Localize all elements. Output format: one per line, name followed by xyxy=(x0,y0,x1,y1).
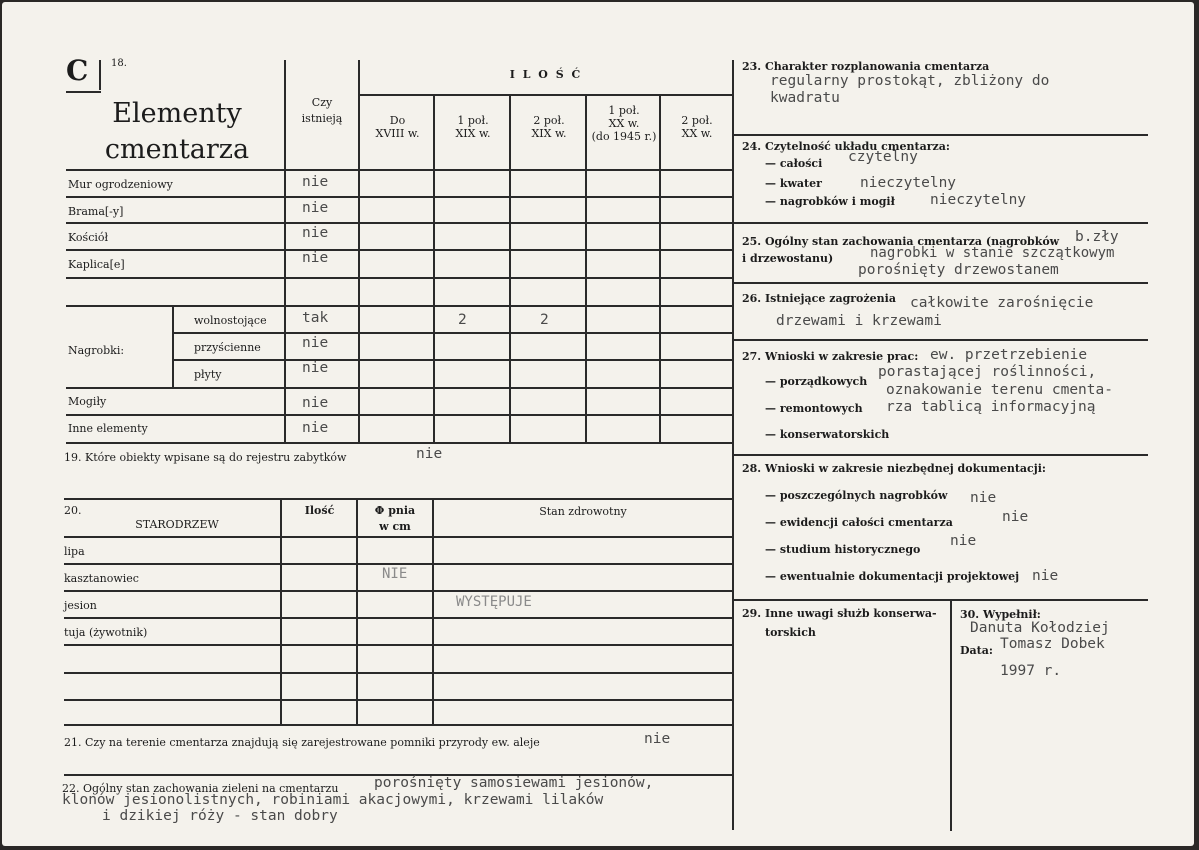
tree-jesion: jesion xyxy=(64,599,97,612)
period-5-b: XX w. xyxy=(681,127,713,141)
q28-answer-2: nie xyxy=(1002,509,1029,525)
q25-answer-2: porośnięty drzewostanem xyxy=(858,262,1059,278)
col-quantity-header: I L O Ś Ć xyxy=(509,68,583,81)
row-exists-kaplica: nie xyxy=(302,250,329,266)
q29-label-2: torskich xyxy=(765,626,816,639)
grid-v-exists-left xyxy=(284,60,286,443)
title-line-1: Elementy xyxy=(112,98,242,129)
period-1-b: XVIII w. xyxy=(375,127,420,141)
grid-h-20-2 xyxy=(64,590,732,592)
q20-title: STARODRZEW xyxy=(135,518,219,531)
period-5 xyxy=(661,114,733,140)
grid-v-p2 xyxy=(509,96,511,443)
row-exists-przyscienne: nie xyxy=(302,335,329,351)
q28-item-3: — studium historycznego xyxy=(765,543,921,556)
period-1 xyxy=(360,114,435,140)
row-label-brama: Brama[-y] xyxy=(68,205,124,218)
row-exists-mur: nie xyxy=(302,174,329,190)
row-exists-kosciol: nie xyxy=(302,225,329,241)
row-exists-wolnostojace: tak xyxy=(302,310,329,326)
grid-v-p4 xyxy=(659,96,661,443)
grid-h-24 xyxy=(734,222,1148,224)
col-exists-line1: Czy xyxy=(311,96,333,109)
q23-answer-2: kwadratu xyxy=(770,90,840,106)
q22-answer-2: klonów jesionolistnych, robiniami akacjowymi, krzewami lilaków xyxy=(62,792,604,808)
q27-label: 27. Wnioski w zakresie prac: xyxy=(742,350,919,363)
grid-v-20-b xyxy=(356,498,358,726)
q22-label: 22. Ogólny stan zachowania zieleni na cmentarzu xyxy=(62,782,339,795)
q19-label: 19. Które obiekty wpisane są do rejestru zabytków xyxy=(64,451,347,464)
row-label-inne: Inne elementy xyxy=(68,422,148,435)
q24-answer-3: nieczytelny xyxy=(930,192,1027,208)
grid-h-20-4 xyxy=(64,644,732,646)
grid-h-28 xyxy=(734,599,1148,601)
grid-h-10 xyxy=(66,442,734,444)
q27-answer-3: oznakowanie terenu cmenta- xyxy=(886,382,1113,398)
grid-h-20-6 xyxy=(64,699,732,701)
q24-item-3: — nagrobków i mogił xyxy=(765,195,895,208)
grid-h-3 xyxy=(66,249,734,251)
section-letter: C xyxy=(66,54,89,87)
tree-kasztanowiec: kasztanowiec xyxy=(64,572,139,585)
period-3 xyxy=(511,114,587,140)
row-exists-inne: nie xyxy=(302,420,329,436)
period-4-c: (do 1945 r.) xyxy=(591,130,657,144)
grid-h-26 xyxy=(734,339,1148,341)
q24-label: 24. Czytelność układu cmentarza: xyxy=(742,140,950,153)
q19-answer: nie xyxy=(416,446,443,462)
q27-answer-2: porastającej roślinności, xyxy=(878,364,1097,380)
grid-h-23 xyxy=(734,134,1148,136)
grid-v-right xyxy=(732,60,734,500)
q28-item-1: — poszczególnych nagrobków xyxy=(765,489,948,502)
row-exists-plyty: nie xyxy=(302,360,329,376)
grid-h-2 xyxy=(66,222,734,224)
q28-answer-4: nie xyxy=(1032,568,1059,584)
row-label-kosciol: Kościół xyxy=(68,231,109,244)
grid-h-27 xyxy=(734,454,1148,456)
period-2-b: XIX w. xyxy=(455,127,491,141)
q30-name-2: Tomasz Dobek xyxy=(1000,636,1105,652)
period-3-b: XIX w. xyxy=(531,127,567,141)
col-exists-line2: istnieją xyxy=(301,112,343,125)
q30-label: 30. Wypełnił: xyxy=(960,608,1041,621)
q26-answer-2: drzewami i krzewami xyxy=(776,313,942,329)
q27-item-3: — konserwatorskich xyxy=(765,428,890,441)
grid-h-1 xyxy=(66,196,734,198)
row-exists-brama: nie xyxy=(302,200,329,216)
q30-date: 1997 r. xyxy=(1000,663,1062,679)
period-3-a: 2 poł. xyxy=(533,114,565,127)
q30-name-1: Danuta Kołodziej xyxy=(970,620,1110,636)
q22-answer-1: porośnięty samosiewami jesionów, xyxy=(374,775,654,791)
q20-col-qty: Ilość xyxy=(304,504,335,517)
section-number: 18. xyxy=(111,58,127,69)
tree-tuja: tuja (żywotnik) xyxy=(64,626,148,639)
grid-h-5 xyxy=(66,305,734,307)
q25-answer-0: b.zły xyxy=(1075,229,1119,245)
q25-label-2: i drzewostanu) xyxy=(742,252,834,265)
q20-stamp-nie: NIE xyxy=(382,566,408,582)
grid-h-20-5 xyxy=(64,672,732,674)
grid-v-nagrobki xyxy=(172,305,174,387)
grid-v-right-col-left xyxy=(732,500,734,830)
title-line-2: cmentarza xyxy=(104,134,250,165)
period-4-b: XX w. xyxy=(608,117,640,131)
tree-lipa: lipa xyxy=(64,545,85,558)
q28-answer-1: nie xyxy=(970,490,997,506)
grid-h-20-head xyxy=(64,536,732,538)
row-label-mur: Mur ogrodzeniowy xyxy=(68,178,173,191)
period-2 xyxy=(435,114,511,140)
section-letter-bar xyxy=(99,60,101,90)
q28-label: 28. Wnioski w zakresie niezbędnej dokumentacji: xyxy=(742,462,1046,475)
row-label-przyscienne: przyścienne xyxy=(194,341,261,354)
grid-h-6 xyxy=(174,332,734,334)
q20-col-diam-2: w cm xyxy=(379,520,411,533)
section-letter-underline xyxy=(66,91,101,93)
grid-v-20-a xyxy=(280,498,282,726)
q27-answer-1: ew. przetrzebienie xyxy=(930,347,1088,363)
q25-label-1: 25. Ogólny stan zachowania cmentarza (nagrobków xyxy=(742,235,1060,248)
row-qty-wolnostojace-p2: 2 xyxy=(458,312,467,328)
grid-v-20-c xyxy=(432,498,434,726)
row-label-mogily: Mogiły xyxy=(68,395,107,408)
grid-h-quantity xyxy=(360,94,734,96)
period-5-a: 2 poł. xyxy=(681,114,713,127)
q20-col-diam-1: Φ pnia xyxy=(374,504,416,517)
grid-v-p1 xyxy=(433,96,435,443)
q28-item-4: — ewentualnie dokumentacji projektowej xyxy=(765,570,1020,583)
row-label-kaplica: Kaplica[e] xyxy=(68,258,125,271)
q24-item-2: — kwater xyxy=(765,177,822,190)
grid-h-20-3 xyxy=(64,617,732,619)
inventory-card xyxy=(2,2,1194,846)
grid-h-25 xyxy=(734,282,1148,284)
q28-item-2: — ewidencji całości cmentarza xyxy=(765,516,953,529)
grid-v-29-30 xyxy=(950,601,952,831)
grid-h-20-7 xyxy=(64,724,734,726)
q23-answer-1: regularny prostokąt, zbliżony do xyxy=(770,73,1050,89)
period-4 xyxy=(587,104,661,144)
grid-h-20-1 xyxy=(64,563,732,565)
q22-answer-3: i dzikiej róży - stan dobry xyxy=(102,808,338,824)
grid-h-header-bottom xyxy=(66,169,734,171)
q26-answer-1: całkowite zarośnięcie xyxy=(910,295,1094,311)
grid-h-8 xyxy=(66,387,734,389)
row-label-plyty: płyty xyxy=(194,368,222,381)
grid-h-4 xyxy=(66,277,734,279)
row-label-wolnostojace: wolnostojące xyxy=(194,314,267,327)
q24-item-1: — całości xyxy=(765,157,823,170)
q21-label: 21. Czy na terenie cmentarza znajdują się zarejestrowane pomniki przyrody ew. aleje xyxy=(64,736,540,749)
q21-answer: nie xyxy=(644,731,671,747)
q29-label-1: 29. Inne uwagi służb konserwa- xyxy=(742,607,937,620)
q26-label: 26. Istniejące zagrożenia xyxy=(742,292,896,305)
q25-answer-1: nagrobki w stanie szczątkowym xyxy=(870,245,1115,261)
q27-item-1: — porządkowych xyxy=(765,375,868,388)
grid-v-exists-right xyxy=(358,60,360,443)
q24-answer-2: nieczytelny xyxy=(860,175,957,191)
period-4-a: 1 poł. xyxy=(608,104,640,117)
period-1-a: Do xyxy=(389,114,406,127)
q27-answer-4: rza tablicą informacyjną xyxy=(886,399,1096,415)
q28-answer-3: nie xyxy=(950,533,977,549)
grid-v-p3 xyxy=(585,96,587,443)
row-qty-wolnostojace-p3: 2 xyxy=(540,312,549,328)
q30-date-label: Data: xyxy=(960,644,993,657)
q27-item-2: — remontowych xyxy=(765,402,863,415)
q20-stamp-wystepuje: WYSTĘPUJE xyxy=(456,594,532,610)
nagrobki-label: Nagrobki: xyxy=(68,344,125,357)
q20-number: 20. xyxy=(64,504,82,517)
q23-label: 23. Charakter rozplanowania cmentarza xyxy=(742,60,990,73)
q24-answer-1: czytelny xyxy=(848,149,918,165)
row-exists-mogily: nie xyxy=(302,395,329,411)
q20-col-health: Stan zdrowotny xyxy=(539,505,627,518)
period-2-a: 1 poł. xyxy=(457,114,489,127)
grid-h-19 xyxy=(64,498,734,500)
grid-h-9 xyxy=(66,414,734,416)
grid-h-7 xyxy=(174,359,734,361)
